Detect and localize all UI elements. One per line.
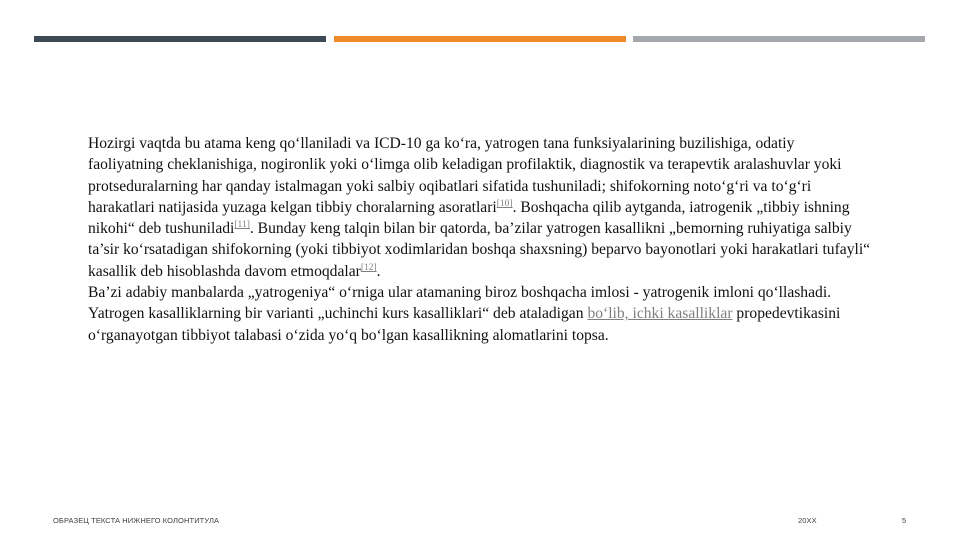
paragraph-1 xyxy=(88,133,872,282)
accent-bar-orange xyxy=(334,36,626,42)
reference-10[interactable] xyxy=(497,199,513,209)
slide-body-text xyxy=(88,133,872,346)
paragraph-2-text-b: propedevtikasini o‘rganayotgan tibbiyot talabasi o‘zida yo‘q bo‘lgan kasallikning alomatlarini topsa. xyxy=(88,305,841,344)
footer-text: ОБРАЗЕЦ ТЕКСТА НИЖНЕГО КОЛОНТИТУЛА xyxy=(53,516,220,525)
paragraph-1-text-b: . Boshqacha qilib aytganda, iatrogenik „tibbiy ishning nikohi“ deb tushuniladi xyxy=(88,198,850,238)
paragraph-1-text-a: Hozirgi vaqtda bu atama keng qo‘llaniladi va ICD-10 ga ko‘ra, yatrogen tana funksiyalarining buzilishiga, odatiy faoliyatning cheklanishiga, nogironlik yoki o‘limga olib keladigan profilaktik, diagnostik va terapevtik aralashuvlar yoki protseduralarning har qanday istalmagan yoki salbiy oqibatlari sifatida tushuniladi; shifokorning noto‘g‘ri va to‘g‘ri harakatlari natijasida yuzaga kelgan tibbiy choralarning asoratlari xyxy=(88,135,842,216)
page-number: 5 xyxy=(902,516,907,525)
paragraph-2 xyxy=(88,282,872,346)
reference-10-link[interactable]: [10] xyxy=(496,198,513,209)
reference-12-link[interactable]: [12] xyxy=(360,262,377,273)
paragraph-1-text-c: . Bunday keng talqin bilan bir qatorda, ba’zilar yatrogen kasallikni „bemorning ruhiyatiga salbiy ta’sir ko‘rsatadigan shifokorning (yoki tibbiyot xodimlaridan boshqa shaxsning) beparvo bayonotlari yoki harakatlari tufayli“ kasallik deb hisoblashda davom etmoqdalar xyxy=(88,220,871,280)
paragraph-1-text-d: . xyxy=(376,262,381,280)
reference-11[interactable] xyxy=(234,220,249,230)
accent-bar-dark xyxy=(34,36,326,42)
reference-12[interactable] xyxy=(361,263,377,273)
footer-date: 20XX xyxy=(798,516,817,525)
paragraph-2-text-a: Ba’zi adabiy manbalarda „yatrogeniya“ o‘rniga ular atamaning biroz boshqacha imlosi - yatrogenik imloni qo‘llashadi. Yatrogen kasalliklarning bir varianti „uchinchi kurs kasalliklari“ deb ataladigan xyxy=(88,284,832,323)
accent-bar-gray xyxy=(633,36,925,42)
internal-diseases-link[interactable]: bo‘lib, ichki kasalliklar xyxy=(587,305,733,323)
reference-11-link[interactable]: [11] xyxy=(234,220,250,231)
